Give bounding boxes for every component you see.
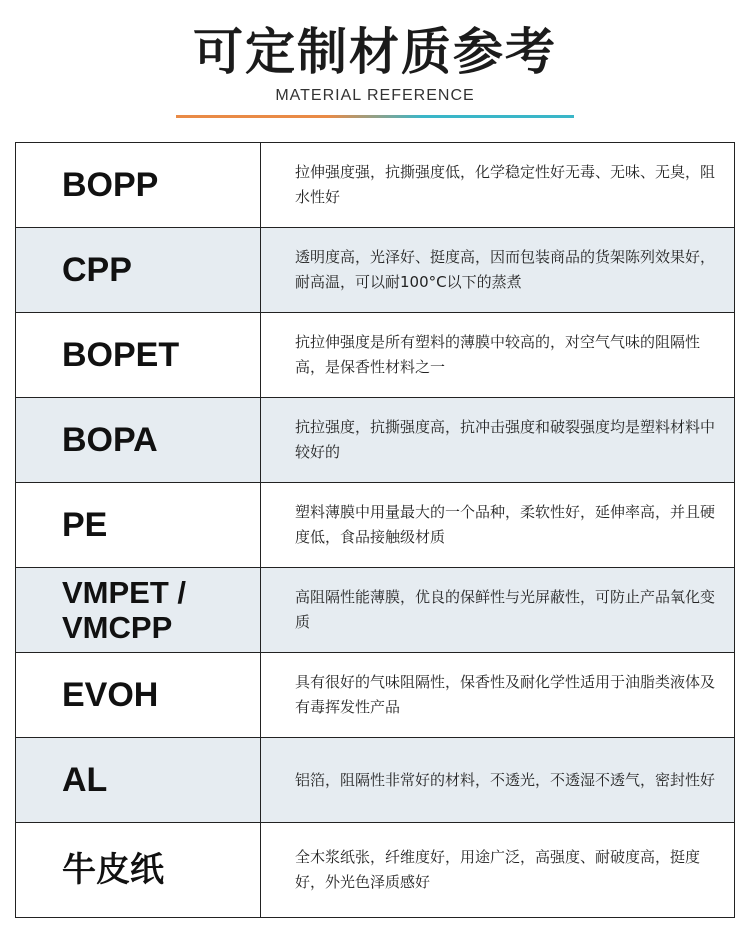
material-description: 塑料薄膜中用量最大的一个品种，柔软性好，延伸率高，并且硬度低，食品接触级材质 [261,483,735,568]
material-name: CPP [16,228,261,313]
material-name: 牛皮纸 [16,823,261,918]
table-row [16,653,735,738]
material-description: 全木浆纸张，纤维度好，用途广泛，高强度、耐破度高，挺度好，外光色泽质感好 [261,823,735,918]
material-name: PE [16,483,261,568]
table-row [16,313,735,398]
material-description: 拉伸强度强，抗撕强度低，化学稳定性好无毒、无味、无臭，阻水性好 [261,143,735,228]
material-name: AL [16,738,261,823]
table-row [16,823,735,918]
page-subtitle: MATERIAL REFERENCE [275,87,475,104]
material-description: 铝箔，阻隔性非常好的材料，不透光，不透湿不透气，密封性好 [261,738,735,823]
material-description: 抗拉强度，抗撕强度高，抗冲击强度和破裂强度均是塑料材料中较好的 [261,398,735,483]
title-divider [176,115,574,118]
material-description: 抗拉伸强度是所有塑料的薄膜中较高的，对空气气味的阻隔性高，是保香性材料之一 [261,313,735,398]
material-description: 具有很好的气味阻隔性，保香性及耐化学性适用于油脂类液体及有毒挥发性产品 [261,653,735,738]
table-row [16,398,735,483]
table-row [16,483,735,568]
material-description: 高阻隔性能薄膜，优良的保鲜性与光屏蔽性，可防止产品氧化变质 [261,568,735,653]
table-row [16,143,735,228]
material-description: 透明度高，光泽好、挺度高，因而包装商品的货架陈列效果好，耐高温，可以耐100°C以下的蒸煮 [261,228,735,313]
materials-table [15,142,735,918]
material-name: VMPET / VMCPP [16,568,261,653]
material-name: BOPET [16,313,261,398]
material-name: BOPP [16,143,261,228]
material-name: BOPA [16,398,261,483]
table-row [16,738,735,823]
material-name: EVOH [16,653,261,738]
table-row [16,568,735,653]
page-title: 可定制材质参考 [193,23,557,81]
table-row [16,228,735,313]
